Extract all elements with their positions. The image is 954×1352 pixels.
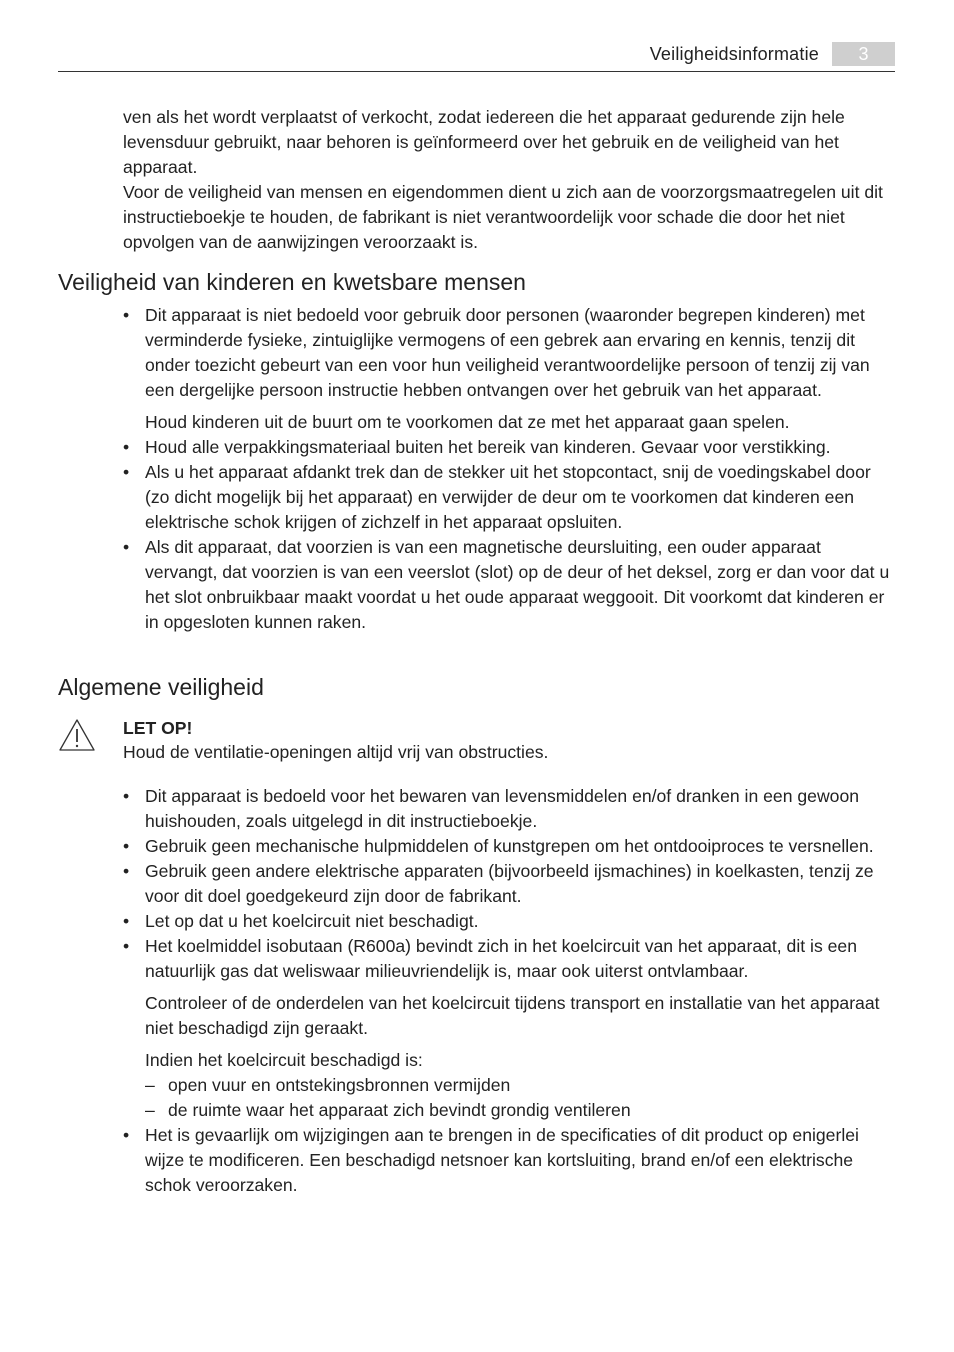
children-safety-list [123, 303, 898, 635]
section-title: Veiligheidsinformatie [649, 44, 819, 64]
list-item: • Houd alle verpakkingsmateriaal buiten het bereik van kinderen. Gevaar voor verstikking. [123, 435, 898, 460]
list-item: • Het is gevaarlijk om wijzigingen aan te brengen in de specificaties of dit product op enigerlei wijze te modificeren. Een beschadigd netsnoer kan kortsluiting, brand en/of een elektrische schok veroorzaken. [123, 1123, 898, 1198]
page-number: 3 [832, 42, 895, 66]
list-item: • Let op dat u het koelcircuit niet beschadigt. [123, 909, 898, 934]
warning-triangle-icon [58, 718, 96, 752]
warning-title: LET OP! [123, 718, 193, 738]
list-item-continuation: Indien het koelcircuit beschadigd is: [145, 1050, 423, 1070]
heading-children-safety: Veiligheid van kinderen en kwetsbare mensen [58, 269, 526, 295]
list-item-continuation: Controleer of de onderdelen van het koelcircuit tijdens transport en installatie van het apparaat niet beschadigd zijn geraakt. [145, 993, 880, 1038]
list-item: • Dit apparaat is bedoeld voor het bewaren van levensmiddelen en/of dranken in een gewoon huishouden, zoals uitgelegd in dit instructieboekje. [123, 784, 898, 834]
general-safety-list [123, 784, 898, 1198]
list-item: • Het koelmiddel isobutaan (R600a) bevindt zich in het koelcircuit van het apparaat, dit is een natuurlijk gas dat weliswaar milieuvriendelijk is, maar ook uiterst ontvlambaar. [123, 934, 898, 984]
page-header [58, 40, 895, 72]
dash-item: – open vuur en ontstekingsbronnen vermijden [123, 1073, 898, 1098]
intro-paragraph-1: ven als het wordt verplaatst of verkocht, zodat iedereen die het apparaat gedurende zijn hele levensduur gebruikt, naar behoren is geïnformeerd over het gebruik en de veiligheid van het apparaat. [123, 107, 845, 177]
list-item-continuation: Houd kinderen uit de buurt om te voorkomen dat ze met het apparaat gaan spelen. [145, 412, 790, 432]
warning-text: Houd de ventilatie-openingen altijd vrij van obstructies. [123, 742, 549, 762]
intro-paragraph-2: Voor de veiligheid van mensen en eigendommen dient u zich aan de voorzorgsmaatregelen uit dit instructieboekje te houden, de fabrikant is niet verantwoordelijk voor schade die door het niet opvolgen van de aanwijzingen veroorzaakt is. [123, 182, 883, 252]
list-item: • Als u het apparaat afdankt trek dan de stekker uit het stopcontact, snij de voedingskabel door (zo dicht mogelijk bij het apparaat) en verwijder de deur om te voorkomen dat kinderen een elektrische schok krijgen of zichzelf in het apparaat opsluiten. [123, 460, 898, 535]
list-item: • Gebruik geen andere elektrische apparaten (bijvoorbeeld ijsmachines) in koelkasten, tenzij ze voor dit doel goedgekeurd zijn door de fabrikant. [123, 859, 898, 909]
list-item: • Als dit apparaat, dat voorzien is van een magnetische deursluiting, een ouder apparaat vervangt, dat voorzien is van een veerslot (slot) op de deur of het deksel, zorg er dan voor dat u het slot onbruikbaar maakt voordat u het oude apparaat weggooit. Dit voorkomt dat kinderen er in opgesloten kunnen raken. [123, 535, 898, 635]
heading-general-safety: Algemene veiligheid [58, 674, 264, 700]
list-item: • Dit apparaat is niet bedoeld voor gebruik door personen (waaronder begrepen kinderen) met verminderde fysieke, zintuiglijke vermogens of een gebrek aan ervaring en kennis, tenzij dit onder toezicht gebeurt van een voor hun veiligheid verantwoordelijke persoon of tenzij zij van een dergelijke persoon instructie hebben ontvangen over het gebruik van het apparaat. [123, 303, 898, 403]
list-item: • Gebruik geen mechanische hulpmiddelen of kunstgrepen om het ontdooiproces te versnellen. [123, 834, 898, 859]
dash-item: – de ruimte waar het apparaat zich bevindt grondig ventileren [123, 1098, 898, 1123]
intro [123, 105, 898, 255]
